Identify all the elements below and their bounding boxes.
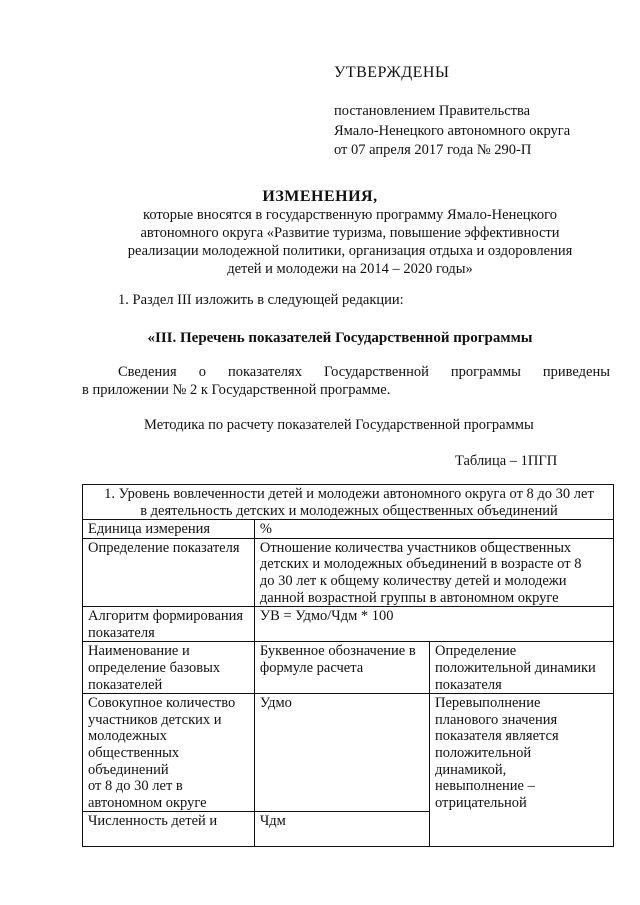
unit-value-cell: % [254,520,613,539]
document-title: ИЗМЕНЕНИЯ, [262,188,378,205]
dynamics-header-cell [430,642,614,694]
subtitle-line: которые вносятся в государственную программу Ямало-Ненецкого [143,207,557,223]
amendment-item-1: 1. Раздел III изложить в следующей редакции: [118,292,404,308]
header-line: определение базовых [88,659,221,676]
row1-name-line: молодежных [88,728,167,745]
dynamics-line: планового значения [435,711,558,728]
section-title: «III. Перечень показателей Государственной программы [147,330,533,346]
methodology-title: Методика по расчету показателей Государственной программы [144,417,534,433]
info-paragraph-line-2: в приложении № 2 к Государственной программе. [82,382,391,398]
info-word: приведены [542,364,610,380]
table-row [83,538,614,606]
subtitle-line: автономного округа «Развитие туризма, повышение эффективности [140,225,560,241]
decree-line: постановлением Правительства [334,103,531,119]
info-word: программы [450,364,521,380]
info-word: Сведения [118,364,177,380]
indicator-title-cell [83,485,614,520]
row1-name-line: объединений [88,761,169,778]
table-row [83,485,614,520]
algorithm-formula-cell: УВ = Удмо/Чдм * 100 [254,607,613,642]
definition-line: Отношение количества участников общественных [259,539,572,556]
approved-heading: УТВЕРЖДЕНЫ [334,64,450,81]
table-row [83,694,614,812]
subtitle-line: детей и молодежи на 2014 – 2020 годы» [227,261,473,277]
row1-letter-cell: Удмо [254,694,429,812]
page-bottom-margin [0,858,640,905]
unit-label-cell: Единица измерения [83,520,255,539]
table-row [83,642,614,694]
row2-name-cell [83,812,255,847]
info-word: о [198,364,206,380]
indicator-title-line: 1. Уровень вовлеченности детей и молодежи автономного округа от 8 до 30 лет [104,486,594,502]
header-line: Определение [435,643,517,660]
row1-name-line: общественных [88,744,180,761]
dynamics-line: отрицательной [435,794,527,811]
base-indicators-header-cell [83,642,255,694]
row2-letter-cell: Чдм [254,812,429,847]
info-word: Государственной [323,364,429,380]
letter-header-cell [254,642,429,694]
row1-name-line: автономном округе [88,794,207,811]
definition-value-cell [254,538,613,606]
indicator-title-line: в деятельность детских и молодежных общественных объединений [140,502,558,519]
row2-name-line: Численность детей и [88,813,218,830]
subtitle-line: реализации молодежной политики, организация отдыха и оздоровления [127,243,573,259]
algorithm-label-cell [83,607,255,642]
header-line: положительной динамики [435,659,596,676]
decree-line: Ямало-Ненецкого автономного округа [334,122,571,139]
row1-name-line: Совокупное количество [88,695,236,712]
table-row [83,520,614,539]
algorithm-label-line: Алгоритм формирования [88,608,244,625]
header-line: Буквенное обозначение в [259,643,416,660]
info-paragraph-line-1 [118,364,610,381]
dynamics-line: показателя является [435,728,559,745]
decree-reference [334,102,570,161]
row1-name-line: от 8 до 30 лет в [88,778,183,795]
header-line: показателей [88,676,163,693]
table-label: Таблица – 1ПГП [455,453,558,469]
definition-line: детских и молодежных объединений в возрасте от 8 [259,556,582,573]
row1-name-cell [83,694,255,812]
indicator-table [82,484,614,847]
info-word: показателях [227,364,302,380]
algorithm-label-line: показателя [88,624,155,641]
table-row [83,607,614,642]
dynamics-line: положительной [435,744,532,761]
document-subtitle [60,206,640,278]
dynamics-line: динамикой, [435,761,507,778]
header-line: формуле расчета [259,659,364,676]
decree-line: от 07 апреля 2017 года № 290-П [334,142,532,158]
row1-name-line: участников детских и [88,711,222,728]
dynamics-line: невыполнение – [435,778,535,795]
definition-line: данной возрастной группы в автономном округе [259,589,559,606]
dynamics-line: Перевыполнение [435,695,541,712]
definition-label-cell: Определение показателя [83,538,255,606]
header-line: Наименование и [88,643,190,660]
header-line: показателя [435,676,502,693]
definition-line: до 30 лет к общему количеству детей и молодежи [259,572,567,589]
dynamics-cell [430,694,614,847]
